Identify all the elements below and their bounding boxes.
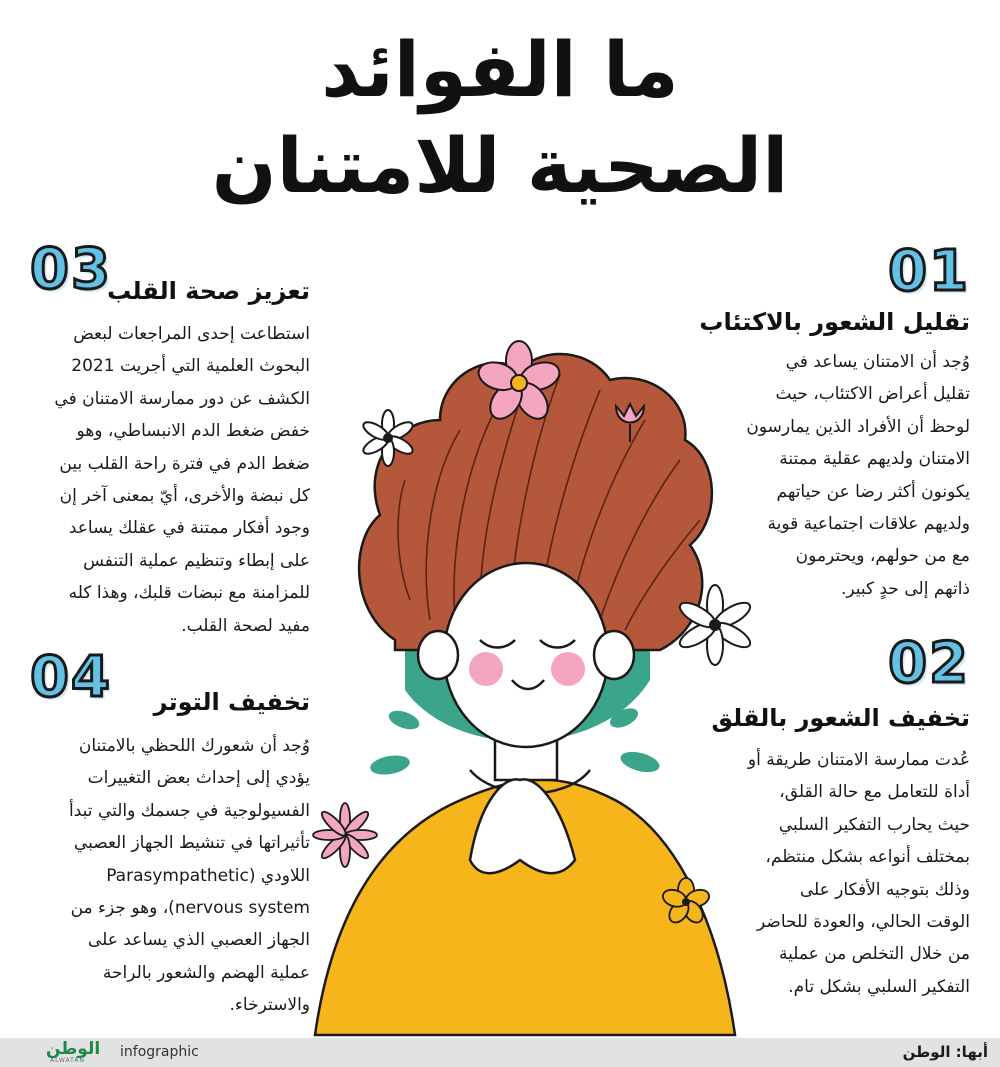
section-2-title: تخفيف الشعور بالقلق	[711, 704, 970, 732]
section-2-number: 02	[888, 631, 970, 696]
body-line: عملية الهضم والشعور بالراحة	[102, 962, 310, 983]
body-line: وُجد أن شعورك اللحظي بالامتنان	[78, 736, 310, 756]
page-title-line-2: الصحية للامتنان	[211, 121, 789, 210]
body-line: nervous system)، وهو جزء من	[70, 898, 310, 919]
body-line: خفض ضغط الدم الانبساطي، وهو	[76, 421, 310, 442]
alwatan-logo-sub: ALWATAN	[50, 1057, 85, 1064]
section-4-title: تخفيف التوتر	[153, 688, 310, 716]
body-line: يؤدي إلى إحداث بعض التغييرات	[87, 768, 310, 789]
page-title-line-1: ما الفوائد	[321, 25, 679, 114]
footer-infographic-label: infographic	[120, 1044, 199, 1060]
body-line: يكونون أكثر رضا عن حياتهم	[776, 481, 970, 502]
body-line: والاسترخاء.	[229, 995, 310, 1016]
body-line: عُدت ممارسة الامتنان طريقة أو	[747, 750, 970, 770]
section-3-title: تعزيز صحة القلب	[107, 277, 310, 305]
body-line: من خلال التخلص من عملية	[778, 944, 970, 965]
face-shape	[444, 563, 608, 747]
body-line: كل نبضة والأخرى، أيّ بمعنى آخر إن	[59, 486, 310, 507]
body-line: وذلك بتوجيه الأفكار على	[799, 879, 970, 900]
alwatan-logo: الوطن	[46, 1039, 101, 1059]
section-4-body	[69, 730, 310, 1022]
section-3-number: 03	[30, 237, 112, 302]
body-line: للمزامنة مع نبضات قلبك، وهذا كله	[68, 583, 310, 604]
body-line: ذاتهم إلى حدٍ كبير.	[840, 578, 970, 599]
body-line: الفسيولوجية في جسمك والتي تبدأ	[69, 800, 310, 821]
body-line: لوحظ أن الأفراد الذين يمارسون	[746, 416, 970, 437]
footer-source: أبها: الوطن	[902, 1043, 988, 1061]
right-cheek-shape	[551, 652, 585, 686]
pink-daisy-icon	[313, 803, 377, 867]
body-line: التفكير السلبي بشكل تام.	[788, 976, 970, 997]
body-line: الكشف عن دور ممارسة الامتنان في	[54, 388, 310, 409]
section-3-body	[54, 318, 310, 642]
section-2-body	[748, 744, 970, 1003]
body-line: الوقت الحالي، والعودة للحاضر	[757, 912, 970, 933]
body-line: استطاعت إحدى المراجعات لبعض	[73, 324, 310, 344]
body-line: الامتنان ولديهم عقلية ممتنة	[779, 449, 970, 470]
left-ear-shape	[418, 631, 458, 679]
body-line: تأثيراتها في تنشيط الجهاز العصبي	[73, 833, 310, 854]
body-line: وجود أفكار ممتنة في عقلك يساعد	[68, 518, 310, 539]
body-line: على إبطاء وتنظيم عملية التنفس	[83, 550, 310, 571]
body-line: ضغط الدم في فترة راحة القلب بين	[59, 453, 310, 474]
section-1-body	[746, 346, 970, 605]
left-cheek-shape	[469, 652, 503, 686]
body-line: بمختلف أنواعه بشكل منتظم،	[765, 847, 970, 868]
right-ear-shape	[594, 631, 634, 679]
body-line: البحوث العلمية التي أجريت 2021	[71, 356, 310, 377]
footer-bar	[0, 1038, 1000, 1067]
body-line: الجهاز العصبي الذي يساعد على	[87, 930, 310, 951]
body-line: ولديهم علاقات اجتماعية قوية	[767, 514, 970, 535]
section-1-number: 01	[888, 239, 970, 304]
body-line: وُجد أن الامتنان يساعد في	[785, 352, 970, 372]
section-4-number: 04	[30, 645, 112, 710]
section-1-title: تقليل الشعور بالاكتئاب	[699, 308, 970, 336]
body-line: أداة للتعامل مع حالة القلق،	[779, 782, 970, 803]
body-line: مفيد لصحة القلب.	[181, 615, 310, 636]
body-line: حيث يحارب التفكير السلبي	[778, 814, 970, 835]
body-line: مع من حولهم، ويحترمون	[795, 546, 970, 567]
body-line: اللاودي (Parasympathetic	[106, 865, 310, 886]
body-line: تقليل أعراض الاكتئاب، حيث	[775, 384, 970, 405]
